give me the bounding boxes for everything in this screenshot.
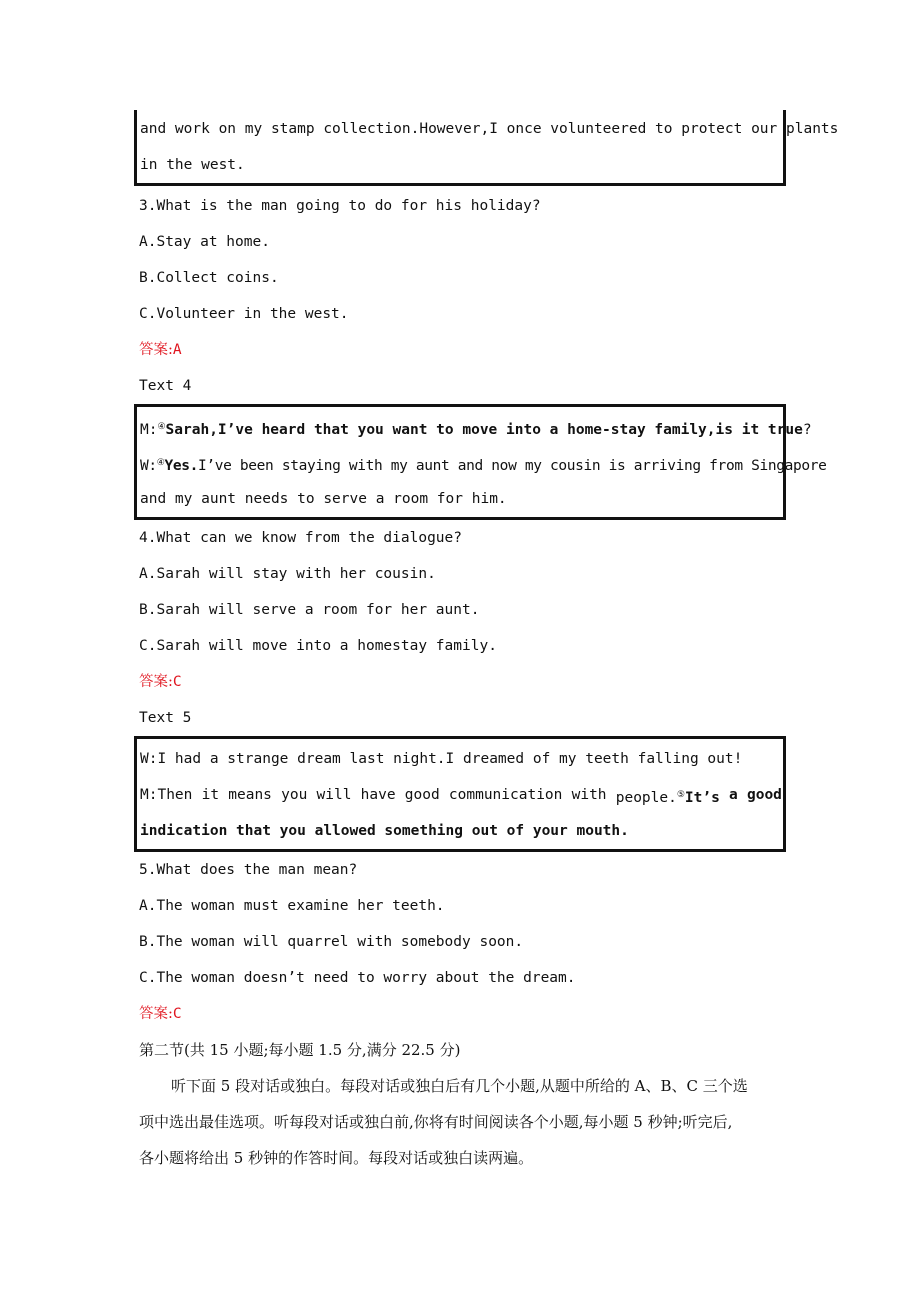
text5-m-people-word: people. (615, 790, 677, 806)
q3-answer-label: 答案: (139, 342, 173, 358)
text4-m-end: ? (802, 422, 812, 438)
q5-option-a: A.The woman must examine her teeth. (139, 898, 445, 914)
text5-m-people (616, 785, 720, 808)
text4-w-mark: ④ (156, 458, 165, 468)
text5-transcript-box (134, 736, 786, 852)
text5-m-word: you (281, 787, 308, 803)
text4-w-line2: and my aunt needs to serve a room for him. (140, 491, 507, 507)
text4-w-prefix: W: (140, 458, 157, 474)
text3-line1: and work on my stamp collection.However,I once volunteered to protect our plants (140, 121, 839, 137)
q4-option-b: B.Sarah will serve a room for her aunt. (139, 602, 480, 618)
text3-transcript-box (134, 110, 839, 186)
text5-m-line2: indication that you allowed something out of your mouth. (140, 823, 629, 839)
text4-m-mark: ④ (157, 422, 166, 432)
q3-answer-value: A (172, 342, 182, 358)
text4-heading: Text 4 (139, 378, 192, 394)
text4-m-line (140, 417, 812, 440)
q4-option-a: A.Sarah will stay with her cousin. (139, 566, 436, 582)
text5-m-word: means (228, 787, 272, 803)
text4-m-text: Sarah,I’ve heard that you want to move into a home-stay family,is it true (165, 422, 803, 438)
text5-m-word: with (571, 787, 607, 803)
q4-answer-label: 答案: (139, 674, 173, 690)
text3-line2: in the west. (140, 157, 245, 173)
q5-answer-value: C (172, 1006, 182, 1022)
q4-option-c: C.Sarah will move into a homestay family. (139, 638, 497, 654)
q5-option-b: B.The woman will quarrel with somebody soon. (139, 934, 524, 950)
text4-m-prefix: M: (140, 422, 158, 438)
q3-option-c: C.Volunteer in the west. (139, 306, 349, 322)
text4-w-bold: Yes. (164, 458, 199, 474)
q4-answer-value: C (172, 674, 182, 690)
text5-m-word: will (316, 787, 352, 803)
text5-m-bold-word: good (746, 787, 782, 803)
text5-m-bold-word: a (729, 787, 738, 803)
section2-instructions-line3: 各小题将给出 5 秒钟的作答时间。每段对话或独白读两遍。 (139, 1149, 534, 1167)
text5-m-word: it (201, 787, 220, 803)
text5-m-line (140, 785, 782, 808)
q3-question: 3.What is the man going to do for his holiday? (139, 198, 541, 214)
q5-question: 5.What does the man mean? (139, 862, 358, 878)
text5-w-line: W:I had a strange dream last night.I dreamed of my teeth falling out! (140, 751, 743, 767)
text4-w-line (140, 453, 827, 476)
section2-instructions-line2: 项中选出最佳选项。听每段对话或独白前,你将有时间阅读各个小题,每小题 5 秒钟;听完后, (139, 1113, 733, 1131)
q3-option-b: B.Collect coins. (139, 270, 279, 286)
text5-m-word: good (404, 787, 440, 803)
q5-answer-label: 答案: (139, 1006, 173, 1022)
text5-m-word: have (360, 787, 396, 803)
text5-m-word: M:Then (140, 787, 193, 803)
text5-m-mark: ⑤ (676, 790, 685, 800)
q5-answer (139, 1004, 182, 1024)
q3-option-a: A.Stay at home. (139, 234, 270, 250)
q3-answer (139, 340, 182, 360)
text4-w-text: I’ve been staying with my aunt and now my cousin is arriving from Singapore (198, 458, 827, 474)
q4-answer (139, 672, 182, 692)
section2-instructions-line1: 听下面 5 段对话或独白。每段对话或独白后有几个小题,从题中所给的 A、B、C 三个选 (171, 1077, 748, 1095)
text4-transcript-box (134, 404, 827, 520)
section2-heading: 第二节(共 15 小题;每小题 1.5 分,满分 22.5 分) (139, 1041, 461, 1059)
text5-m-bold-word: It’s (684, 790, 720, 806)
text5-m-word: communication (448, 787, 563, 803)
q5-option-c: C.The woman doesn’t need to worry about the dream. (139, 970, 576, 986)
q4-question: 4.What can we know from the dialogue? (139, 530, 463, 546)
text5-heading: Text 5 (139, 710, 192, 726)
